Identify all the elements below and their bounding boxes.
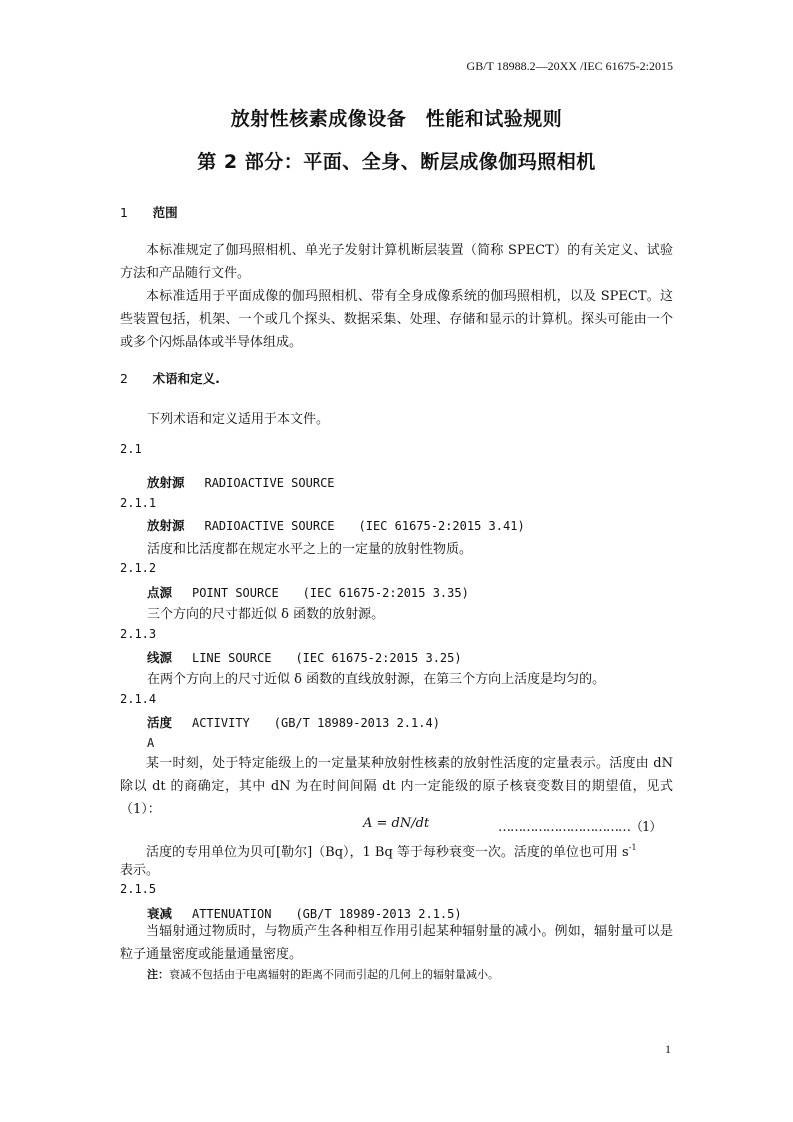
term-definition: 在两个方向上的尺寸近似 δ 函数的直线放射源，在第三个方向上活度是均匀的。 xyxy=(147,672,606,687)
unit-note-continued: 表示。 xyxy=(120,863,160,878)
section-number: 2 xyxy=(120,371,128,386)
term-line xyxy=(147,713,440,731)
note-label: 注： xyxy=(147,968,169,981)
term-definition: 当辐射通过物质时，与物质产生各种相互作用引起某种辐射量的减小。例如，辐射量可以是粒子通量密度或能量通量密度。 xyxy=(120,924,673,962)
document-title-line1: 放射性核素成像设备 性能和试验规则 xyxy=(230,108,563,130)
term-line xyxy=(147,516,525,534)
section-1-body xyxy=(120,239,673,354)
term-chinese: 活度 xyxy=(147,715,173,730)
note-text: 衰减不包括由于电离辐射的距离不同而引起的几何上的辐射量减小。 xyxy=(169,968,499,981)
section-1-heading xyxy=(120,203,178,221)
term-chinese: 点源 xyxy=(147,585,173,600)
term-definition: 活度和比活度都在规定水平之上的一定量的放射性物质。 xyxy=(147,542,473,557)
term-english: RADIOACTIVE SOURCE xyxy=(204,476,335,490)
clause-number: 2.1 xyxy=(120,442,142,456)
term-chinese: 衰减 xyxy=(147,906,173,921)
term-chinese: 放射源 xyxy=(147,475,185,490)
term-reference: (GB/T 18989-2013 2.1.5) xyxy=(295,907,462,921)
clause-number: 2.1.1 xyxy=(120,496,157,510)
term-english: LINE SOURCE xyxy=(191,651,272,665)
formula: A = dN/dt xyxy=(363,816,430,831)
term-reference: (IEC 61675-2:2015 3.41) xyxy=(358,519,525,533)
term-chinese: 线源 xyxy=(147,650,173,665)
section-number: 1 xyxy=(120,205,128,220)
term-reference: (IEC 61675-2:2015 3.25) xyxy=(295,651,462,665)
term-chinese: 放射源 xyxy=(147,518,185,533)
term-english: ACTIVITY xyxy=(191,716,250,730)
clause-number: 2.1.5 xyxy=(120,882,157,896)
section-title: 范围 xyxy=(152,205,178,220)
page-number: 1 xyxy=(665,1042,671,1056)
paragraph: 本标准规定了伽玛照相机、单光子发射计算机断层装置（简称 SPECT）的有关定义、试验方法和产品随行文件。 xyxy=(120,243,673,281)
document-title-line2: 第 2 部分：平面、全身、断层成像伽玛照相机 xyxy=(197,151,596,173)
term-reference: (IEC 61675-2:2015 3.35) xyxy=(302,586,469,600)
term-definition: 某一时刻，处于特定能级上的一定量某种放射性核素的放射性活度的定量表示。活度由 dN 除以 dt 的商确定，其中 dN 为在时间间隔 dt 内一定能级的原子核衰变数目的期望值，见式（1）： xyxy=(120,756,673,817)
section-2-intro: 下列术语和定义适用于本文件。 xyxy=(147,412,330,427)
term-line xyxy=(147,648,462,666)
term-symbol: A xyxy=(147,736,155,750)
term-line xyxy=(147,583,469,601)
unit-note: 活度的专用单位为贝可[勒尔]（Bq），1 Bq 等于每秒衰变一次。活度的单位也可用 $s^{-1}$ xyxy=(146,843,637,860)
section-2-heading xyxy=(120,369,220,387)
section-title: 术语和定义. xyxy=(152,371,220,386)
clause-number: 2.1.2 xyxy=(120,561,157,575)
clause-number: 2.1.4 xyxy=(120,692,157,706)
standard-code-header: GB/T 18988.2—20XX /IEC 61675-2:2015 xyxy=(466,59,673,73)
term-line xyxy=(147,473,335,491)
term-reference: (GB/T 18989-2013 2.1.4) xyxy=(273,716,440,730)
term-definition: 三个方向的尺寸都近似 δ 函数的放射源。 xyxy=(147,607,385,622)
term-english: ATTENUATION xyxy=(191,907,272,921)
note xyxy=(147,966,499,982)
term-english: RADIOACTIVE SOURCE xyxy=(204,519,335,533)
term-english: POINT SOURCE xyxy=(191,586,279,600)
paragraph: 本标准适用于平面成像的伽玛照相机、带有全身成像系统的伽玛照相机，以及 SPECT。这些装置包括，机架、一个或几个探头、数据采集、处理、存储和显示的计算机。探头可能由一个或多个闪烁晶体或半导体组成。 xyxy=(120,289,673,350)
clause-number: 2.1.3 xyxy=(120,627,157,641)
formula-number: ……………………………（1） xyxy=(498,820,662,835)
